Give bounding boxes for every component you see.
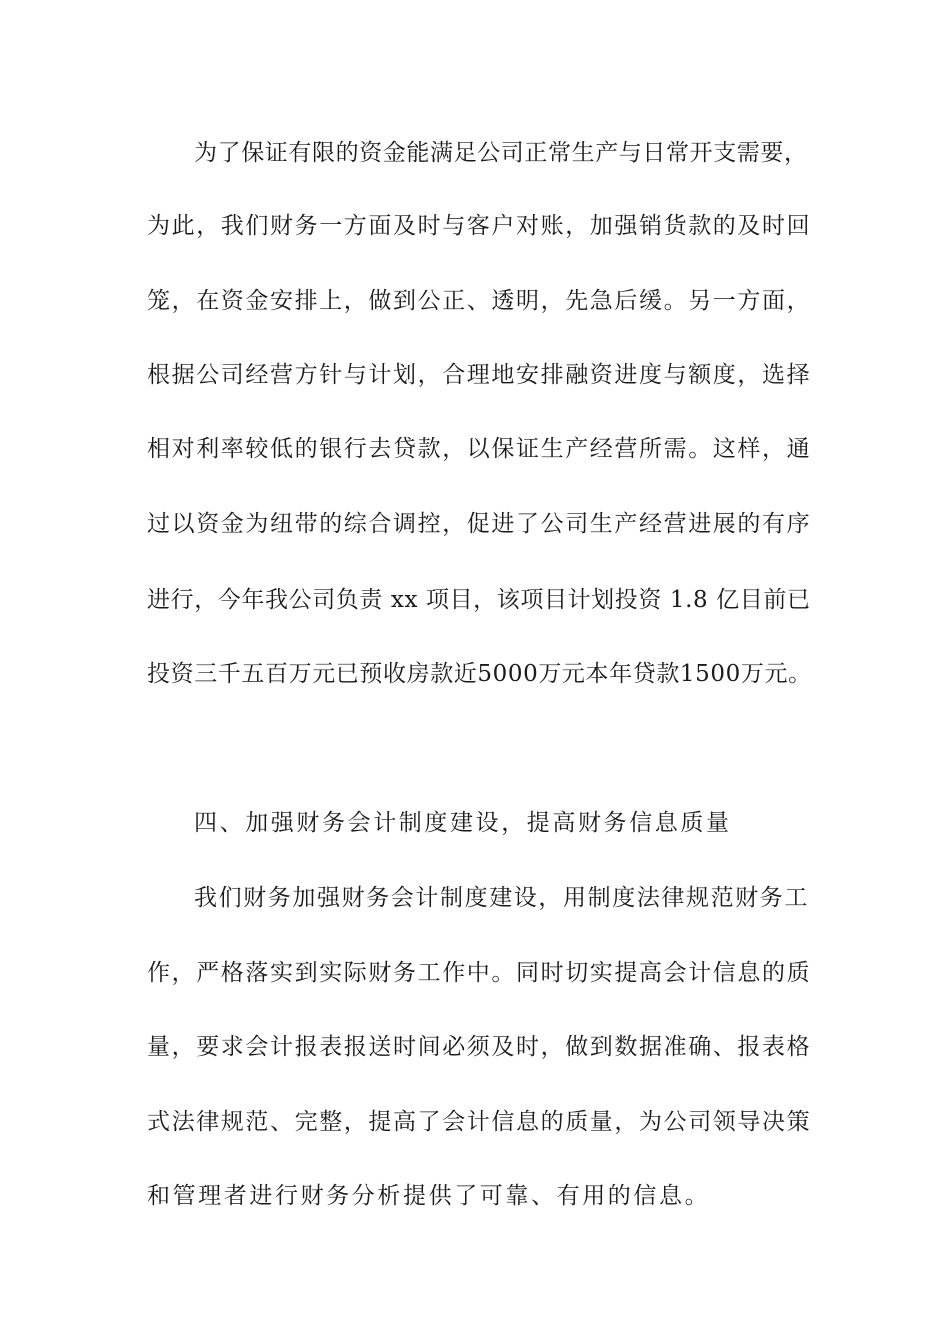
- paragraph-2-line-3: 量，要求会计报表报送时间必须及时，做到数据准确、报表格: [147, 1034, 812, 1060]
- paragraph-2-line-5: 和管理者进行财务分析提供了可靠、有用的信息。: [147, 1183, 711, 1209]
- paragraph-1-line-7: 进行，今年我公司负责 xx 项目，该项目计划投资 1.8 亿目前已: [147, 587, 811, 613]
- paragraph-2-line-2: 作，严格落实到实际财务工作中。同时切实提高会计信息的质: [147, 960, 812, 986]
- paragraph-1-line-5: 相对利率较低的银行去贷款，以保证生产经营所需。这样，通: [147, 436, 812, 462]
- paragraph-1-line-3: 笼，在资金安排上，做到公正、透明，先急后缓。另一方面，: [147, 288, 812, 314]
- section-heading: 四、加强财务会计制度建设，提高财务信息质量: [194, 810, 732, 836]
- paragraph-2-line-1: 我们财务加强财务会计制度建设，用制度法律规范财务工: [194, 885, 809, 911]
- paragraph-2-line-4: 式法律规范、完整，提高了会计信息的质量，为公司领导决策: [147, 1109, 812, 1135]
- paragraph-1-line-2: 为此，我们财务一方面及时与客户对账，加强销货款的及时回: [147, 213, 812, 239]
- paragraph-1-line-8: 投资三千五百万元已预收房款近5000万元本年贷款1500万元。: [147, 661, 812, 687]
- paragraph-1-line-4: 根据公司经营方针与计划，合理地安排融资进度与额度，选择: [147, 362, 812, 388]
- paragraph-1-line-1: 为了保证有限的资金能满足公司正常生产与日常开支需要，: [194, 140, 808, 166]
- paragraph-1-line-6: 过以资金为纽带的综合调控，促进了公司生产经营进展的有序: [147, 511, 812, 537]
